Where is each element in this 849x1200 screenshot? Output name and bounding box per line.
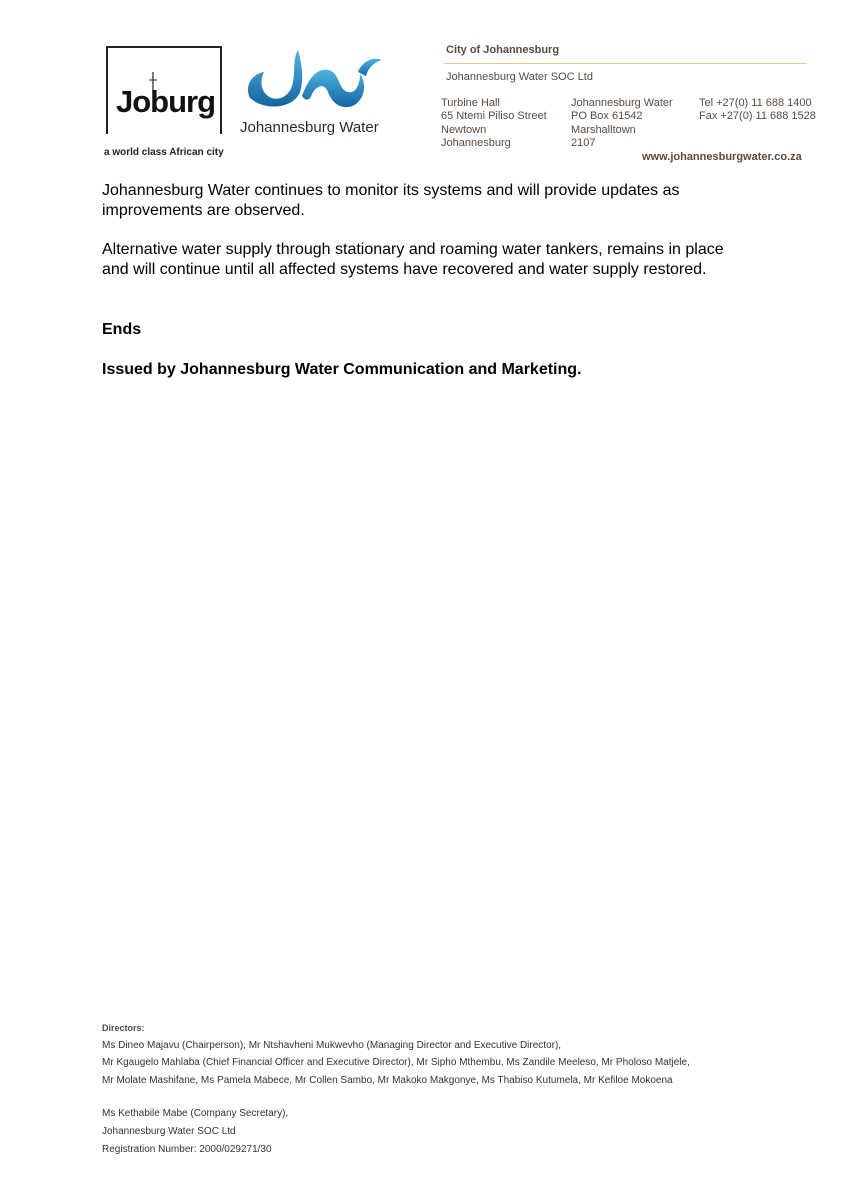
header-divider <box>444 63 807 64</box>
address-line: Turbine Hall <box>441 97 500 109</box>
address-line: Johannesburg Water <box>571 97 673 109</box>
address-line: 65 Ntemi Piliso Street <box>441 110 547 123</box>
directors-line: Mr Molate Mashifane, Ms Pamela Mabece, Mr Collen Sambo, Mr Makoko Makgonye, Ms Thabiso Kutumela, Mr Kefiloe Mokoena <box>102 1075 673 1086</box>
address-line: PO Box 61542 <box>571 110 643 123</box>
issued-by: Issued by Johannesburg Water Communication and Marketing. <box>102 361 582 378</box>
ends-marker: Ends <box>102 321 142 338</box>
jw-logo-text: Johannesburg Water <box>240 119 379 136</box>
company-name: Johannesburg Water SOC Ltd <box>446 71 593 83</box>
postal-address <box>571 97 673 151</box>
directors-label: Directors: <box>102 1023 145 1033</box>
company-secretary: Ms Kethabile Mabe (Company Secretary), <box>102 1108 289 1119</box>
city-name: City of Johannesburg <box>446 44 560 56</box>
fax: Fax +27(0) 11 688 1528 <box>699 110 816 123</box>
address-line: Marshalltown <box>571 123 636 136</box>
address-line: 2107 <box>571 137 596 150</box>
footer-company: Johannesburg Water SOC Ltd <box>102 1126 236 1137</box>
directors-line: Mr Kgaugelo Mahlaba (Chief Financial Officer and Executive Director), Mr Sipho Mthembu, Ms Zandile Meeleso, Mr Pholoso Matjele, <box>102 1057 690 1068</box>
paragraph-alternative-supply: Alternative water supply through stationary and roaming water tankers, remains in place and will continue until all affected systems have recovered and water supply restored. <box>102 241 724 278</box>
water-wave-logo-icon <box>242 46 387 116</box>
registration-number: Registration Number: 2000/029271/30 <box>102 1144 272 1155</box>
joburg-logo-text: Joburg <box>116 84 216 119</box>
website-link[interactable]: www.johannesburgwater.co.za <box>642 151 802 163</box>
address-line: Johannesburg <box>441 137 511 150</box>
address-line: Newtown <box>441 123 487 136</box>
contact-numbers <box>699 97 816 124</box>
physical-address <box>441 97 547 151</box>
directors-line: Ms Dineo Majavu (Chairperson), Mr Ntshavheni Mukwevho (Managing Director and Executive Director), <box>102 1040 562 1051</box>
tagline: a world class African city <box>104 147 224 158</box>
paragraph-monitoring: Johannesburg Water continues to monitor its systems and will provide updates as improvements are observed. <box>102 182 680 219</box>
telephone: Tel +27(0) 11 688 1400 <box>699 97 812 109</box>
